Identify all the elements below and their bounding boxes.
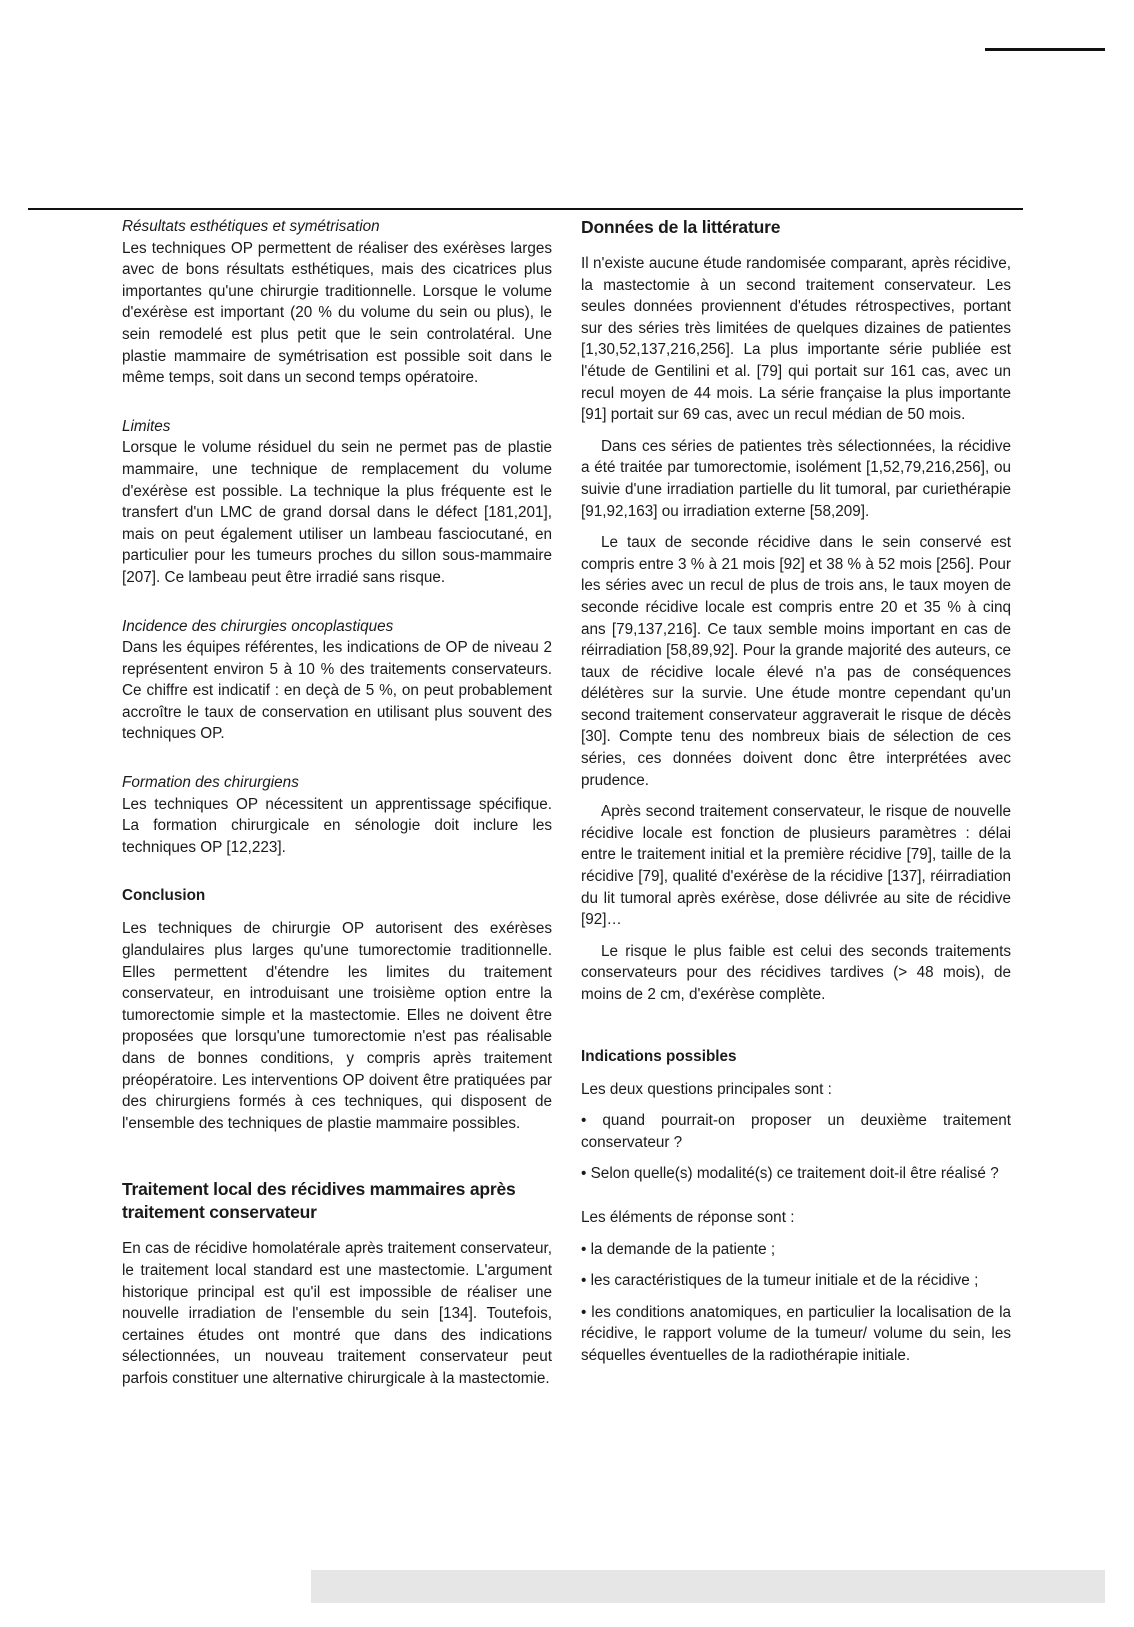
header-rule xyxy=(28,208,1023,210)
list-item: • Selon quelle(s) modalité(s) ce traitement doit-il être réalisé ? xyxy=(581,1165,999,1183)
heading-conclusion: Conclusion xyxy=(122,887,206,905)
subheading-incidence: Incidence des chirurgies oncoplastiques xyxy=(122,617,394,635)
paragraph-resultats: Les techniques OP permettent de réaliser des exérèses larges avec de bons résultats esthétiques, mais des cicatrices plus importantes qu'une chirurgie traditionnelle. Lorsque le volume d'exérèse est important (20 % du volume du sein ou plus), le sein remodelé est plus petit que le sein controlatéral. Une plastie mammaire de symétrisation est possible soit dans le même temps, soit dans un second temps opératoire. xyxy=(122,239,552,387)
list-item: • quand pourrait-on proposer un deuxième traitement conservateur ? xyxy=(581,1112,1011,1151)
subheading-limites: Limites xyxy=(122,417,171,435)
list-item: • les conditions anatomiques, en particulier la localisation de la récidive, le rapport volume de la tumeur/ volume du sein, les séquelles éventuelles de la radiothérapie initiale. xyxy=(581,1303,1011,1364)
left-column xyxy=(122,216,552,1390)
section-title-donnees: Données de la littérature xyxy=(581,217,781,237)
heading-indications: Indications possibles xyxy=(581,1047,737,1065)
right-column xyxy=(581,216,1011,1377)
subheading-formation: Formation des chirurgiens xyxy=(122,774,299,792)
indications-intro: Les deux questions principales sont : xyxy=(581,1080,832,1098)
paragraph-donnees-2: Dans ces séries de patientes très sélectionnées, la récidive a été traitée par tumorectomie, isolément [1,52,79,216,256], ou suivie d'une irradiation partielle du lit tumoral, par curiethérapie [91,92,163] ou irradiation externe [58,209]. xyxy=(581,437,1011,520)
paragraph-traitement: En cas de récidive homolatérale après traitement conservateur, le traitement local standard est une mastectomie. L'argument historique principal est qu'il est impossible de réaliser une nouvelle irradiation de l'ensemble du sein [134]. Toutefois, certaines études ont montré que dans des indications sélectionnées, un nouveau traitement conservateur peut parfois constituer une alternative chirurgicale à la mastectomie. xyxy=(122,1240,552,1387)
top-right-mark xyxy=(985,48,1105,51)
paragraph-donnees-4: Après second traitement conservateur, le risque de nouvelle récidive locale est fonction de plusieurs paramètres : délai entre le traitement initial et la première récidive [79], taille de la récidive [79], qualité d'exérèse de la récidive [137], réirradiation du lit tumoral après exérèse, dose délivrée au site de récidive [92]… xyxy=(581,803,1011,929)
paragraph-donnees-1: Il n'existe aucune étude randomisée comparant, après récidive, la mastectomie à un second traitement conservateur. Les seules données proviennent d'études rétrospectives, portant sur des séries très limitées de quelques dizaines de patientes [1,30,52,137,216,256]. La plus importante série publiée est l'étude de Gentilini et al. [79] qui portait sur 161 cas, avec un recul moyen de 44 mois. La série française la plus importante [91] portait sur 69 cas, avec un recul médian de 50 mois. xyxy=(581,255,1011,424)
list-item: • les caractéristiques de la tumeur initiale et de la récidive ; xyxy=(581,1272,979,1290)
subheading-resultats: Résultats esthétiques et symétrisation xyxy=(122,218,380,235)
section-title-traitement: Traitement local des récidives mammaires après traitement conservateur xyxy=(122,1179,516,1223)
footer-band xyxy=(311,1570,1105,1603)
paragraph-donnees-3: Le taux de seconde récidive dans le sein conservé est compris entre 3 % à 21 mois [92] et 38 % à 52 mois [256]. Pour les séries avec un recul de plus de trois ans, le taux moyen de seconde récidive locale est compris entre 20 et 35 % à cinq ans [79,137,216]. Ce taux semble moins important en cas de réirradiation [58,89,92]. Pour la grande majorité des auteurs, ce taux de récidive locale élevé n'a pas de conséquences délétères sur la survie. Une étude montre cependant qu'un second traitement conservateur aggraverait le risque de décès [30]. Compte tenu des nombreux biais de sélection de ces séries, ces données doivent donc être interprétées avec prudence. xyxy=(581,534,1011,789)
list-item: • la demande de la patiente ; xyxy=(581,1240,776,1258)
paragraph-limites: Lorsque le volume résiduel du sein ne permet pas de plastie mammaire, une technique de remplacement du volume d'exérèse est possible. La technique la plus fréquente est le transfert d'un LMC de grand dorsal dans le défect [181,201], mais on peut également utiliser un lambeau fasciocutané, en particulier pour les tumeurs proches du sillon sous-mammaire [207]. Ce lambeau peut être irradié sans risque. xyxy=(122,439,552,586)
paragraph-donnees-5: Le risque le plus faible est celui des seconds traitements conservateurs pour des récidives tardives (> 48 mois), de moins de 2 cm, d'exérèse complète. xyxy=(581,942,1011,1003)
paragraph-conclusion: Les techniques de chirurgie OP autorisent des exérèses glandulaires plus larges qu'une tumorectomie traditionnelle. Elles permettent d'étendre les limites du traitement conservateur, en introduisant une troisième option entre la tumorectomie simple et la mastectomie. Elles ne doivent être proposées que lorsqu'une tumorectomie n'est pas réalisable dans de bonnes conditions, y compris après traitement préopératoire. Les interventions OP doivent être pratiquées par des chirurgiens formés à ces techniques, qui disposent de l'ensemble des techniques de plastie mammaire possibles. xyxy=(122,920,552,1132)
paragraph-incidence: Dans les équipes référentes, les indications de OP de niveau 2 représentent environ 5 à 10 % des traitements conservateurs. Ce chiffre est indicatif : en deçà de 5 %, on peut probablement accroître le taux de conservation en utilisant plus souvent des techniques OP. xyxy=(122,639,552,743)
paragraph-formation: Les techniques OP nécessitent un apprentissage spécifique. La formation chirurgicale en sénologie doit inclure les techniques OP [12,223]. xyxy=(122,795,552,856)
elements-intro: Les éléments de réponse sont : xyxy=(581,1208,795,1226)
